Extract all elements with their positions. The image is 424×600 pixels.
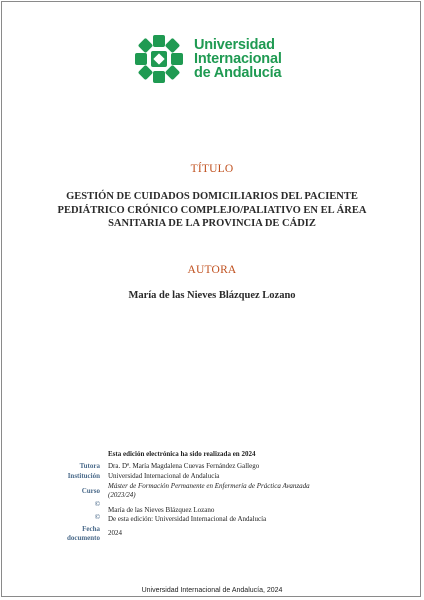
edition-note: Esta edición electrónica ha sido realizada en 2024	[108, 450, 256, 458]
fecha-value: 2024	[108, 529, 122, 537]
logo-line-3: de Andalucía	[194, 65, 282, 81]
curso-label: Curso	[81, 487, 100, 495]
logo-line-2: Internacional	[194, 51, 282, 67]
copyright-label: ©	[94, 500, 100, 508]
page-footer: Universidad Internacional de Andalucía, 2024	[141, 587, 283, 594]
fecha-label-line-1: Fecha	[82, 525, 100, 533]
thesis-title-line-2: PEDIÁTRICO CRÓNICO COMPLEJO/PALIATIVO EN EL ÁREA	[57, 204, 367, 216]
institucion-label: Institución	[67, 472, 100, 480]
thesis-title-line-3: SANITARIA DE LA PROVINCIA DE CÁDIZ	[108, 218, 316, 229]
uia-star-icon	[134, 34, 184, 84]
tutora-value: Dra. Dª. María Magdalena Cuevas Fernández Gallego	[108, 462, 260, 470]
fecha-label-line-2: documento	[66, 534, 100, 542]
curso-value-line-1: Máster de Formación Permanente en Enfermería de Práctica Avanzada	[108, 482, 310, 490]
author-label: AUTORA	[187, 264, 237, 276]
logo-text	[194, 38, 282, 80]
university-logo	[134, 34, 282, 84]
copyright2-label: ©	[94, 513, 100, 521]
author-name: María de las Nieves Blázquez Lozano	[128, 290, 296, 301]
logo-line-1: Universidad	[194, 37, 275, 53]
curso-value-line-2: (2023/24)	[108, 491, 136, 499]
tutora-label: Tutora	[79, 462, 100, 470]
copyright2-value: De esta edición: Universidad Internacional de Andalucía	[108, 515, 267, 523]
thesis-title-line-1: GESTIÓN DE CUIDADOS DOMICILIARIOS DEL PACIENTE	[66, 191, 358, 202]
title-label: TÍTULO	[190, 163, 234, 175]
thesis-title	[40, 190, 384, 231]
institucion-value: Universidad Internacional de Andalucía	[108, 472, 220, 480]
copyright-value: María de las Nieves Blázquez Lozano	[108, 506, 215, 514]
